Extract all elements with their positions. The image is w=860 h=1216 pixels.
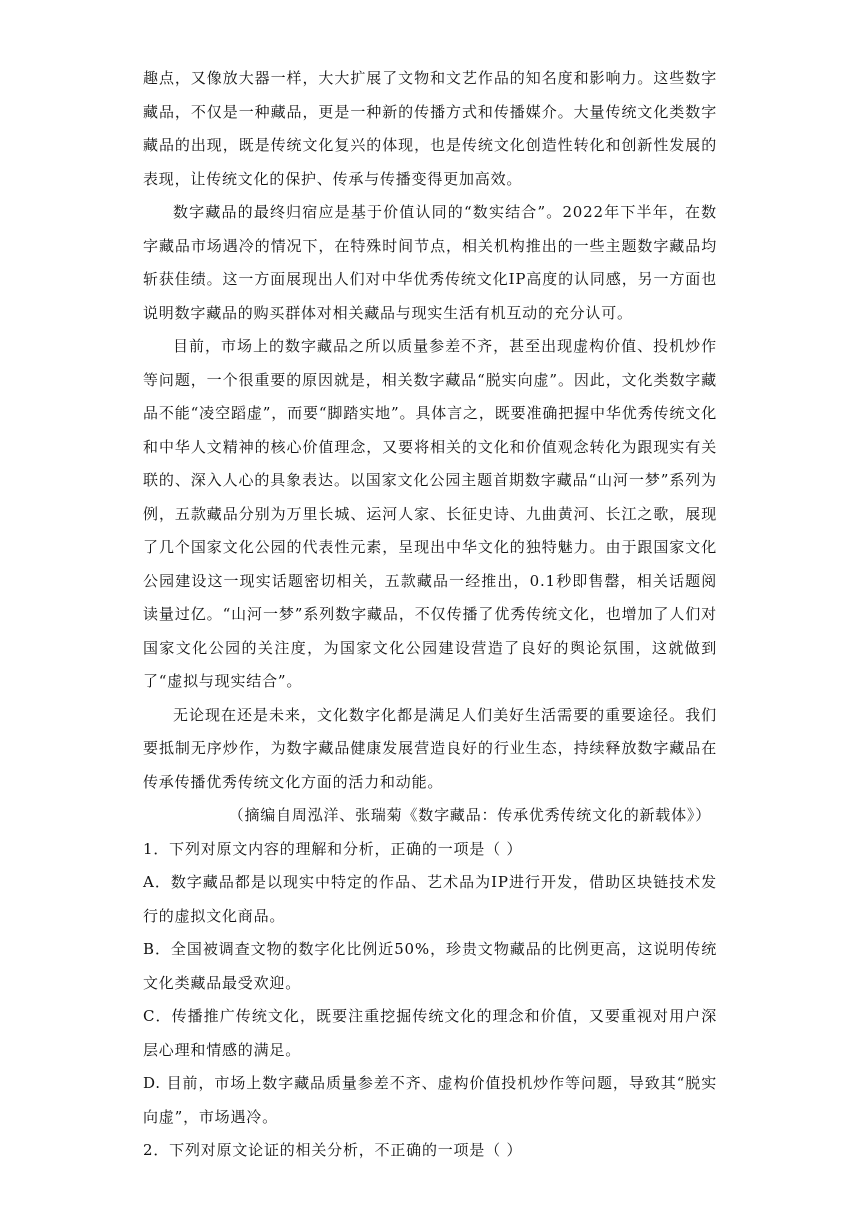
question-1-option-a: A．数字藏品都是以现实中特定的作品、艺术品为IP进行开发，借助区块链技术发行的虚拟文化商品。 (143, 873, 717, 925)
question-1-stem: 1．下列对原文内容的理解和分析，正确的一项是（ ） (143, 839, 523, 858)
article-paragraph-1: 趣点，又像放大器一样，大大扩展了文物和文艺作品的知名度和影响力。这些数字藏品，不仅是一种藏品，更是一种新的传播方式和传播媒介。大量传统文化类数字藏品的出现，既是传统文化复兴的体现，也是传统文化创造性转化和创新性发展的表现，让传统文化的保护、传承与传播变得更加高效。 (143, 69, 717, 188)
article-paragraph-3: 目前，市场上的数字藏品之所以质量参差不齐，甚至出现虚构价值、投机炒作等问题，一个很重要的原因就是，相关数字藏品“脱实向虚”。因此，文化类数字藏品不能“凌空蹈虚”，而要“脚踏实地”。具体言之，既要准确把握中华优秀传统文化和中华人文精神的核心价值理念，又要将相关的文化和价值观念转化为跟现实有关联的、深入人心的具象表达。以国家文化公园主题首期数字藏品“山河一梦”系列为例，五款藏品分别为万里长城、运河人家、长征史诗、九曲黄河、长江之歌，展现了几个国家文化公园的代表性元素，呈现出中华文化的独特魅力。由于跟国家文化公园建设这一现实话题密切相关，五款藏品一经推出，0.1秒即售罄，相关话题阅读量过亿。“山河一梦”系列数字藏品，不仅传播了优秀传统文化，也增加了人们对国家文化公园的关注度，为国家文化公园建设营造了良好的舆论氛围，这就做到了“虚拟与现实结合”。 (143, 337, 717, 690)
article-paragraph-4: 无论现在还是未来，文化数字化都是满足人们美好生活需要的重要途径。我们要抵制无序炒作，为数字藏品健康发展营造良好的行业生态，持续释放数字藏品在传承传播优秀传统文化方面的活力和动能。 (143, 705, 717, 791)
question-1-option-c: C．传播推广传统文化，既要注重挖掘传统文化的理念和价值，又要重视对用户深层心理和情感的满足。 (143, 1007, 717, 1059)
question-1-option-d: D. 目前，市场上数字藏品质量参差不齐、虚构价值投机炒作等问题，导致其“脱实向虚”，市场遇冷。 (143, 1074, 717, 1126)
question-1-option-b: B．全国被调查文物的数字化比例近50%，珍贵文物藏品的比例更高，这说明传统文化类藏品最受欢迎。 (143, 940, 717, 992)
document-page (143, 62, 717, 1168)
article-source: （摘编自周泓洋、张瑞菊《数字藏品：传承优秀传统文化的新载体》） (228, 806, 711, 824)
question-2-stem: 2．下列对原文论证的相关分析，不正确的一项是（ ） (143, 1141, 523, 1159)
article-paragraph-2: 数字藏品的最终归宿应是基于价值认同的“数实结合”。2022年下半年，在数字藏品市场遇冷的情况下，在特殊时间节点，相关机构推出的一些主题数字藏品均斩获佳绩。这一方面展现出人们对中华优秀传统文化IP高度的认同感，另一方面也说明数字藏品的购买群体对相关藏品与现实生活有机互动的充分认可。 (143, 203, 717, 322)
